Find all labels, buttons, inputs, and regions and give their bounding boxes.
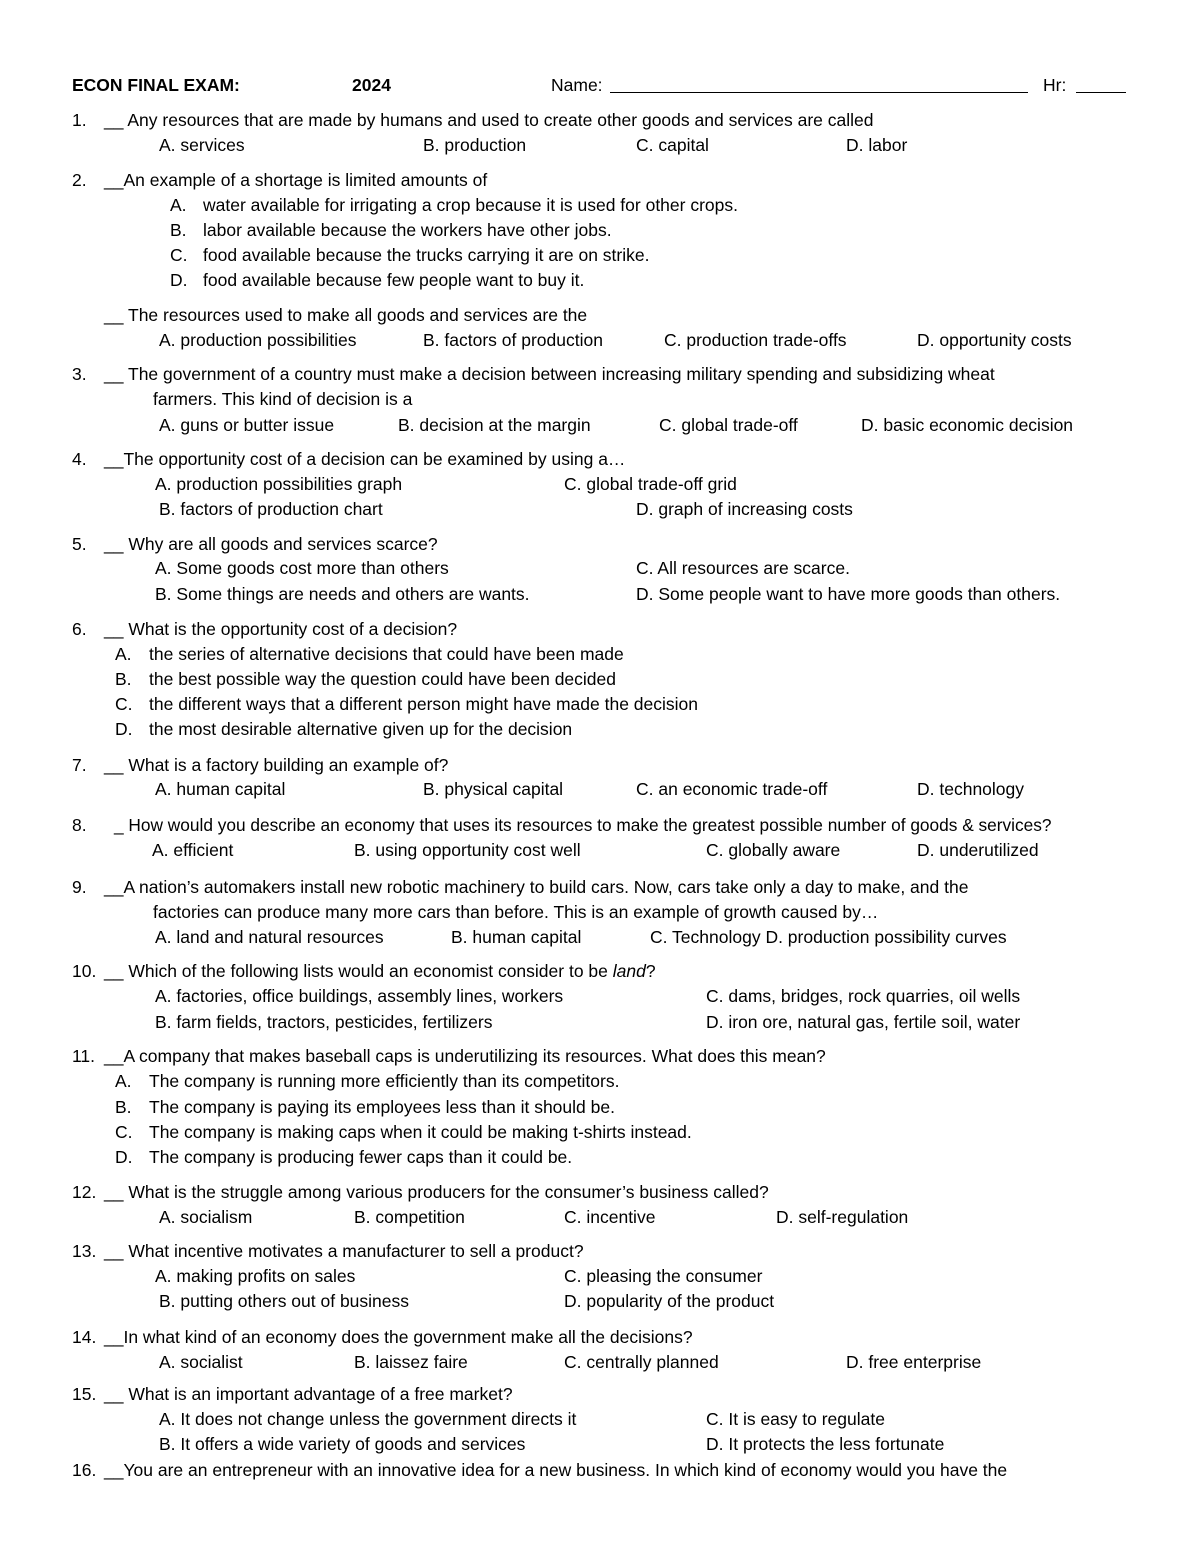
option-text: food available because few people want to buy it. <box>203 270 585 290</box>
question-stem: __The opportunity cost of a decision can be examined by using a… <box>104 449 626 469</box>
option-text: The company is producing fewer caps than it could be. <box>149 1147 573 1167</box>
option-text: The company is paying its employees less than it should be. <box>149 1097 615 1117</box>
option-letter: B. <box>115 669 132 689</box>
question-number: 12. <box>72 1182 97 1202</box>
answer-option: B. production <box>423 135 527 155</box>
answer-option: B. decision at the margin <box>398 415 591 435</box>
option-text: The company is running more efficiently than its competitors. <box>149 1071 620 1091</box>
option-letter: B. <box>115 1097 132 1117</box>
answer-option: B. It offers a wide variety of goods and services <box>159 1434 526 1454</box>
answer-option: D. basic economic decision <box>861 415 1074 435</box>
option-letter: D. <box>115 1147 133 1167</box>
answer-option: D. Some people want to have more goods than others. <box>636 584 1061 604</box>
question-number: 13. <box>72 1241 97 1261</box>
answer-option: B. competition <box>354 1207 465 1227</box>
name-field[interactable] <box>610 92 1028 93</box>
answer-option: C. pleasing the consumer <box>564 1266 763 1286</box>
answer-option: B. laissez faire <box>354 1352 468 1372</box>
answer-option: A. making profits on sales <box>155 1266 356 1286</box>
answer-option: A. land and natural resources <box>155 927 384 947</box>
option-letter: C. <box>170 245 188 265</box>
question-stem: __An example of a shortage is limited amounts of <box>104 170 488 190</box>
answer-option: C. It is easy to regulate <box>706 1409 885 1429</box>
question-number: 11. <box>72 1046 96 1066</box>
question-stem <box>104 960 656 982</box>
question-stem: __ Any resources that are made by humans and used to create other goods and services are called <box>104 110 874 130</box>
answer-option: D. graph of increasing costs <box>636 499 853 519</box>
question-number: 6. <box>72 619 87 639</box>
answer-option: D. technology <box>917 779 1025 799</box>
option-letter: B. <box>170 220 187 240</box>
answer-option: B. using opportunity cost well <box>354 840 581 860</box>
option-letter: A. <box>115 644 132 664</box>
option-letter: A. <box>170 195 187 215</box>
answer-option: B. farm fields, tractors, pesticides, fertilizers <box>155 1012 493 1032</box>
answer-option: C. globally aware <box>706 840 841 860</box>
option-letter: D. <box>115 719 133 739</box>
answer-option: A. It does not change unless the government directs it <box>159 1409 577 1429</box>
answer-option: C. global trade-off <box>659 415 798 435</box>
option-text: water available for irrigating a crop because it is used for other crops. <box>203 195 738 215</box>
question-number: 3. <box>72 364 87 384</box>
name-label: Name: <box>551 75 603 95</box>
option-text: the series of alternative decisions that could have been made <box>149 644 624 664</box>
question-number: 5. <box>72 534 87 554</box>
question-stem: __ What is the struggle among various producers for the consumer’s business called? <box>104 1182 769 1202</box>
answer-option: C. capital <box>636 135 709 155</box>
answer-option: D. opportunity costs <box>917 330 1072 350</box>
question-number: 9. <box>72 877 87 897</box>
option-letter: C. <box>115 694 133 714</box>
answer-option: D. underutilized <box>917 840 1039 860</box>
stem-text: __ Which of the following lists would an economist consider to be <box>104 961 613 981</box>
answer-option: A. socialism <box>159 1207 253 1227</box>
question-number: 15. <box>72 1384 97 1404</box>
question-number: 2. <box>72 170 87 190</box>
option-text: labor available because the workers have other jobs. <box>203 220 612 240</box>
option-text: the most desirable alternative given up for the decision <box>149 719 573 739</box>
option-text: The company is making caps when it could be making t-shirts instead. <box>149 1122 692 1142</box>
answer-option: C. All resources are scarce. <box>636 558 850 578</box>
question-stem: __ Why are all goods and services scarce? <box>104 534 438 554</box>
question-number: 8. <box>72 815 87 835</box>
stem-emphasis: land <box>612 961 646 981</box>
answer-option: D. labor <box>846 135 908 155</box>
answer-option: B. factors of production <box>423 330 603 350</box>
question-stem: __ The government of a country must make a decision between increasing military spending and subsidizing wheat <box>104 364 995 384</box>
option-letter: A. <box>115 1071 132 1091</box>
answer-option: B. human capital <box>451 927 582 947</box>
question-number: 16. <box>72 1460 97 1480</box>
question-number: 10. <box>72 961 97 981</box>
answer-option: A. guns or butter issue <box>159 415 335 435</box>
hr-field[interactable] <box>1076 92 1126 93</box>
question-number: 1. <box>72 110 87 130</box>
option-text: the different ways that a different person might have made the decision <box>149 694 698 714</box>
answer-option: C. incentive <box>564 1207 656 1227</box>
question-number: 7. <box>72 755 87 775</box>
option-text: the best possible way the question could have been decided <box>149 669 616 689</box>
answer-option: D. iron ore, natural gas, fertile soil, water <box>706 1012 1021 1032</box>
question-stem: __A company that makes baseball caps is underutilizing its resources. What does this mean? <box>104 1046 826 1066</box>
question-stem: __In what kind of an economy does the government make all the decisions? <box>104 1327 693 1347</box>
stem-text: ? <box>645 961 656 981</box>
answer-option: A. services <box>159 135 245 155</box>
answer-option: A. human capital <box>155 779 286 799</box>
answer-option: A. factories, office buildings, assembly lines, workers <box>155 986 564 1006</box>
question-stem: _ How would you describe an economy that uses its resources to make the greatest possible number of goods & services? <box>114 815 1052 835</box>
option-text: food available because the trucks carrying it are on strike. <box>203 245 650 265</box>
answer-option: B. Some things are needs and others are wants. <box>155 584 530 604</box>
question-stem: __ The resources used to make all goods and services are the <box>104 305 588 325</box>
answer-option: C. centrally planned <box>564 1352 719 1372</box>
answer-option: A. production possibilities graph <box>155 474 403 494</box>
answer-option: D. It protects the less fortunate <box>706 1434 945 1454</box>
answer-option: A. efficient <box>152 840 234 860</box>
option-letter: D. <box>170 270 188 290</box>
answer-option: B. factors of production chart <box>159 499 383 519</box>
question-stem: __A nation’s automakers install new robotic machinery to build cars. Now, cars take only a day to make, and the <box>104 877 969 897</box>
question-number: 4. <box>72 449 87 469</box>
question-stem: __ What is an important advantage of a free market? <box>104 1384 513 1404</box>
answer-option: B. putting others out of business <box>159 1291 410 1311</box>
question-stem-continued: farmers. This kind of decision is a <box>153 389 413 409</box>
answer-option: A. socialist <box>159 1352 243 1372</box>
answer-option: D. popularity of the product <box>564 1291 775 1311</box>
answer-option: C. global trade-off grid <box>564 474 737 494</box>
answer-option: A. production possibilities <box>159 330 357 350</box>
question-stem: __ What incentive motivates a manufacturer to sell a product? <box>104 1241 584 1261</box>
question-stem: __ What is the opportunity cost of a decision? <box>104 619 458 639</box>
answer-option: D. self-regulation <box>776 1207 909 1227</box>
answer-option: C. production trade-offs <box>664 330 847 350</box>
question-stem: __ What is a factory building an example of? <box>104 755 449 775</box>
answer-option: D. free enterprise <box>846 1352 982 1372</box>
question-stem: __You are an entrepreneur with an innovative idea for a new business. In which kind of economy would you have the <box>104 1460 1008 1480</box>
answer-option: B. physical capital <box>423 779 564 799</box>
question-stem-continued: factories can produce many more cars than before. This is an example of growth caused by… <box>153 902 879 922</box>
hr-label: Hr: <box>1043 75 1067 95</box>
answer-option: C. dams, bridges, rock quarries, oil wells <box>706 986 1021 1006</box>
answer-option: C. Technology D. production possibility curves <box>650 927 1007 947</box>
answer-option: A. Some goods cost more than others <box>155 558 449 578</box>
question-number: 14. <box>72 1327 97 1347</box>
answer-option: C. an economic trade-off <box>636 779 828 799</box>
option-letter: C. <box>115 1122 133 1142</box>
exam-year: 2024 <box>352 75 391 95</box>
exam-title: ECON FINAL EXAM: <box>72 75 240 95</box>
